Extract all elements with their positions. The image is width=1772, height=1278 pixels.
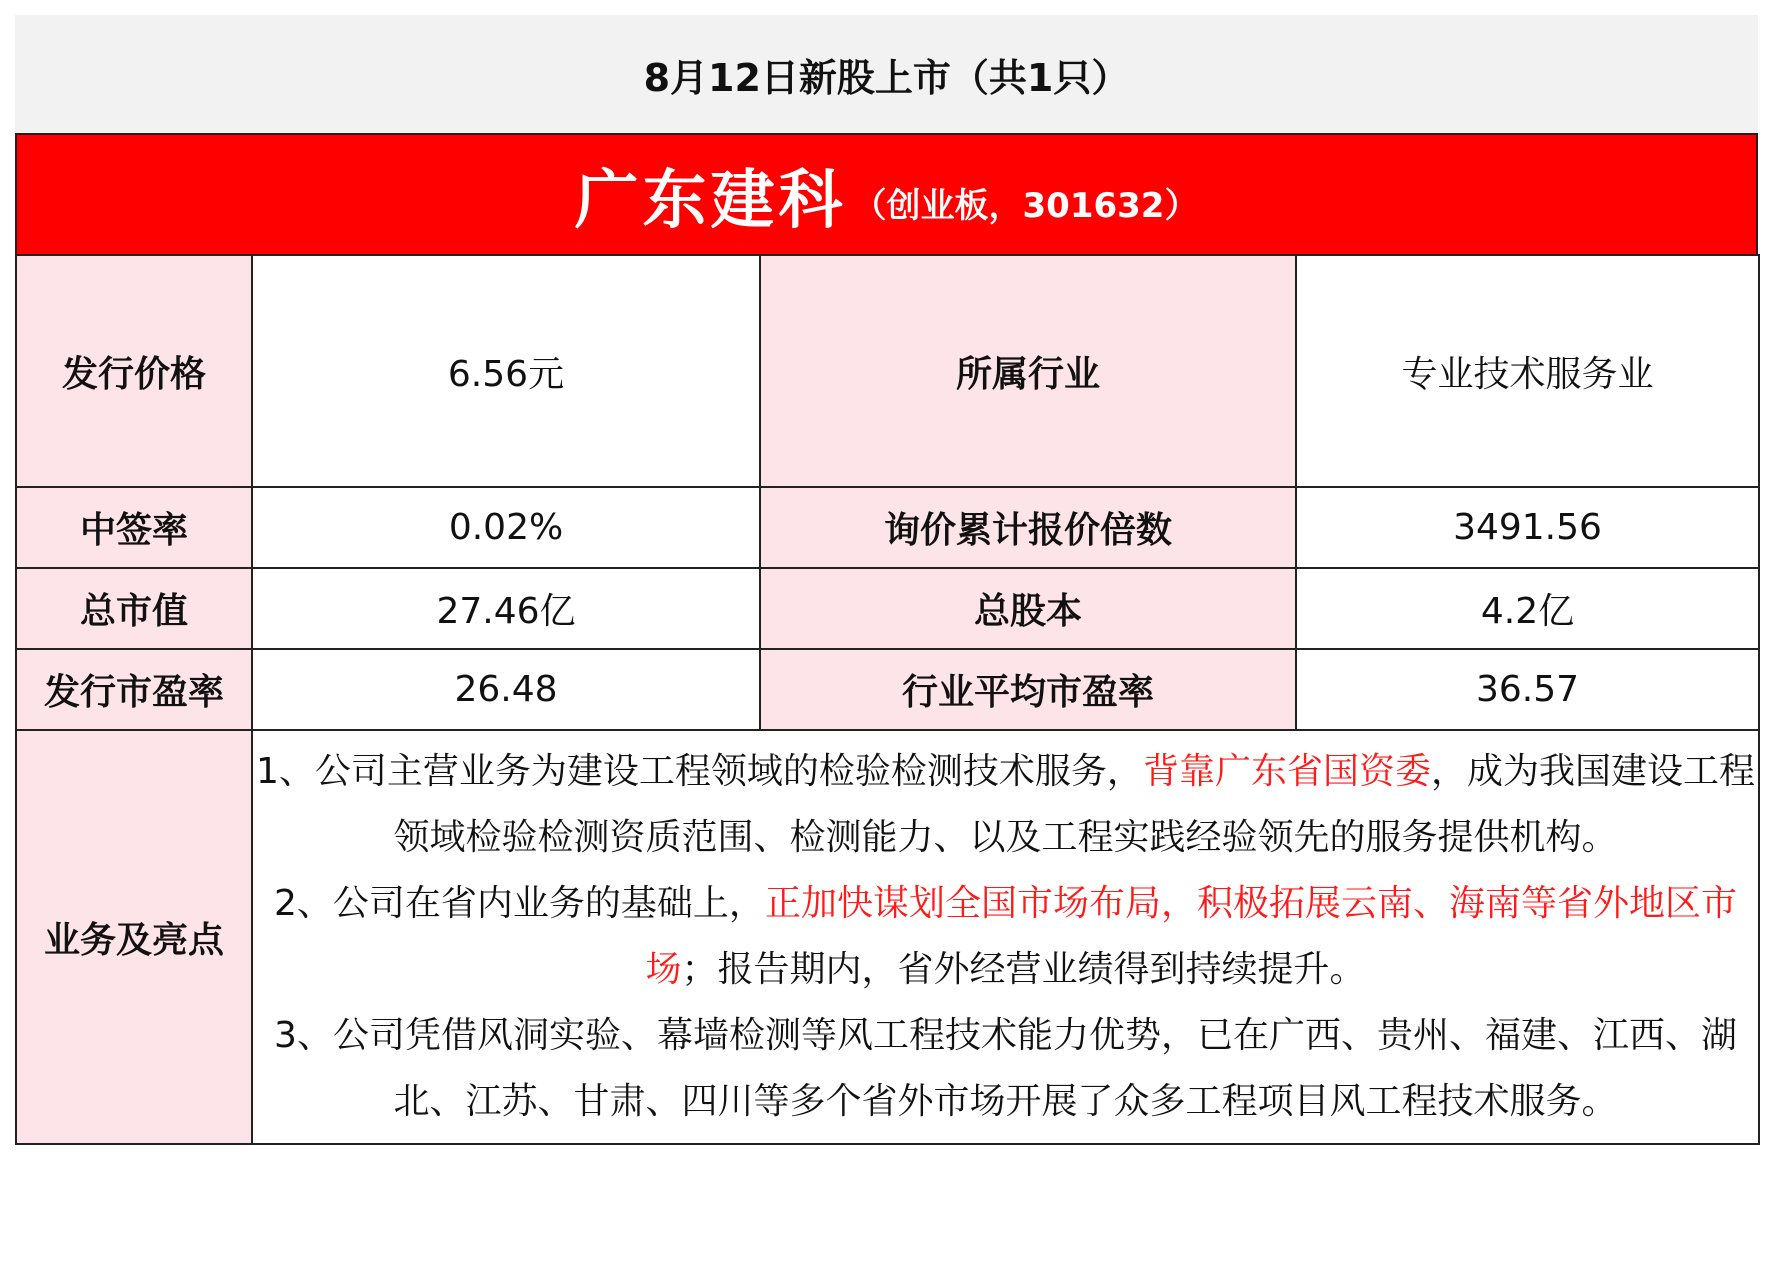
page-title: 8月12日新股上市（共1只） [15, 15, 1758, 133]
table-row [16, 568, 1759, 649]
ipo-info-table [15, 254, 1760, 1145]
label-inquiry-multiple: 询价累计报价倍数 [760, 487, 1296, 568]
highlight-paragraph-2 [253, 871, 1758, 1003]
highlight-3-text: 3、公司凭借风洞实验、幕墙检测等风工程技术能力优势，已在广西、贵州、福建、江西、湖北、江苏、甘肃、四川等多个省外市场开展了众多工程项目风工程技术服务。 [274, 1015, 1737, 1122]
highlight-1-text-end: ，成为我国建设工程领域检验检测资质范围、检测能力、以及工程实践经验领先的服务提供机构。 [393, 751, 1755, 858]
label-industry-pe: 行业平均市盈率 [760, 649, 1296, 730]
label-highlights: 业务及亮点 [16, 730, 252, 1144]
value-issue-pe: 26.48 [252, 649, 760, 730]
highlight-1-emphasis: 背靠广东省国资委 [1142, 751, 1431, 792]
value-issue-price: 6.56元 [252, 255, 760, 487]
label-industry: 所属行业 [760, 255, 1296, 487]
highlight-2-text: 2、公司在省内业务的基础上， [274, 883, 765, 924]
table-row [16, 487, 1759, 568]
highlight-paragraph-3 [253, 1003, 1758, 1135]
value-winning-rate: 0.02% [252, 487, 760, 568]
stock-name: 广东建科 [574, 163, 847, 238]
table-row [16, 255, 1759, 487]
highlight-2-text-end: ；报告期内，省外经营业绩得到持续提升。 [681, 949, 1366, 990]
value-total-shares: 4.2亿 [1296, 568, 1759, 649]
stock-banner [15, 133, 1758, 254]
stock-board-code: （创业板，301632） [852, 186, 1199, 226]
label-market-cap: 总市值 [16, 568, 252, 649]
highlights-text [252, 730, 1759, 1144]
value-industry-pe: 36.57 [1296, 649, 1759, 730]
value-inquiry-multiple: 3491.56 [1296, 487, 1759, 568]
table-row [16, 730, 1759, 1144]
label-winning-rate: 中签率 [16, 487, 252, 568]
label-issue-price: 发行价格 [16, 255, 252, 487]
highlight-1-text: 1、公司主营业务为建设工程领域的检验检测技术服务， [256, 751, 1143, 792]
highlight-paragraph-1 [253, 739, 1758, 871]
value-market-cap: 27.46亿 [252, 568, 760, 649]
label-total-shares: 总股本 [760, 568, 1296, 649]
label-issue-pe: 发行市盈率 [16, 649, 252, 730]
value-industry: 专业技术服务业 [1296, 255, 1759, 487]
table-row [16, 649, 1759, 730]
highlight-2-emphasis: 正加快谋划全国市场布局，积极拓展云南、海南等省外地区市场 [645, 883, 1737, 990]
